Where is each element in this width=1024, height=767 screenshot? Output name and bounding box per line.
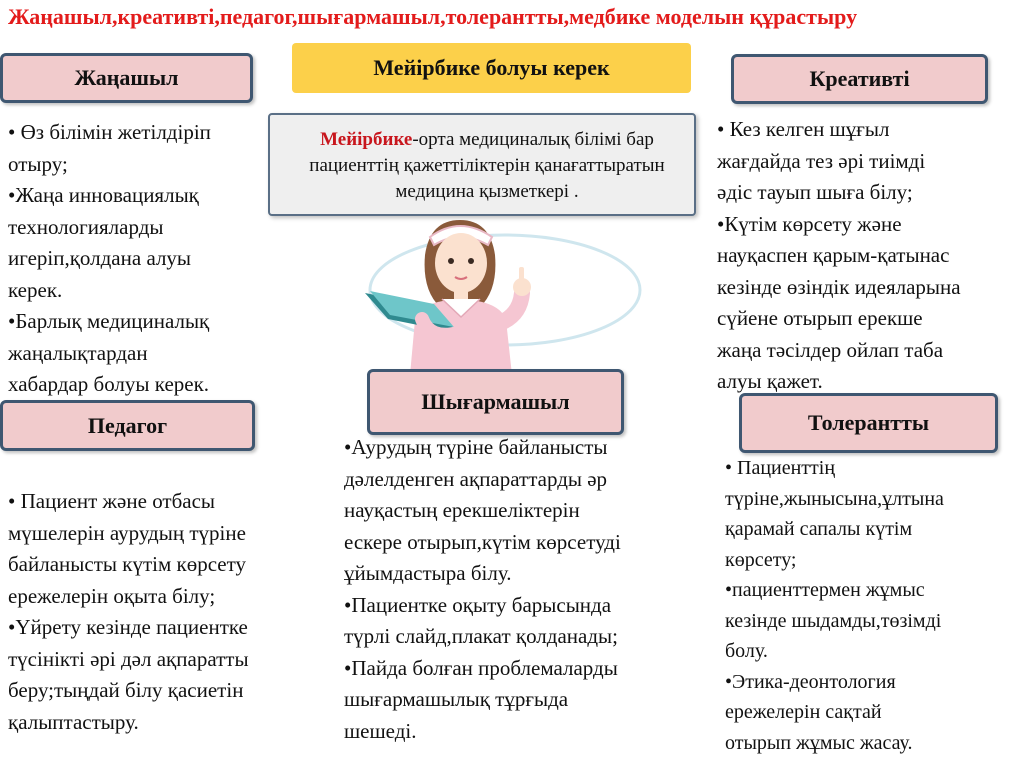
creative-maker-line: түрлі слайд,плакат қолданады; [344, 624, 618, 648]
creative-maker-line: ұйымдастыра білу. [344, 561, 512, 585]
innovator-line: технологияларды [8, 214, 164, 239]
page-title: Жаңашыл,креативті,педагог,шығармашыл,толерантты,медбике моделын құрастыру [8, 4, 858, 29]
pedagogue-text [8, 486, 318, 738]
creative-text [717, 114, 1022, 398]
nurse-face [435, 233, 487, 293]
pedagogue-line: түсінікті әрі дәл ақпаратты [8, 646, 249, 671]
tolerant-line: болу. [725, 640, 768, 662]
creative-maker-line: дәлелденген ақпараттарды әр [344, 466, 608, 491]
tolerant-line: кезінде шыдамды,төзімді [725, 609, 942, 632]
innovator-line: •Жаңа инновациялық [8, 183, 199, 207]
tolerant-line: қарамай сапалы күтім [725, 518, 913, 540]
label-creative: Креативті [731, 54, 988, 104]
creative-line: әдіс тауып шыға білу; [717, 180, 913, 204]
nurse-illustration [330, 215, 650, 375]
creative-line: жаңа тәсілдер ойлап таба [717, 337, 944, 362]
tolerant-line: • Пациенттің [725, 457, 836, 479]
innovator-line: • Өз білімін жетілдіріп [8, 120, 211, 144]
tolerant-line: ережелерін сақтай [725, 701, 882, 723]
tolerant-line: отырып жұмыс жасау. [725, 731, 913, 754]
label-creative-maker: Шығармашыл [367, 369, 624, 435]
creative-line: алуы қажет. [717, 369, 823, 393]
innovator-text [8, 117, 270, 401]
creative-maker-line: •Аурудың түріне байланысты [344, 435, 608, 459]
creative-line: • Кез келген шұғыл [717, 117, 890, 141]
definition-text: -орта медициналық білімі бар пациенттің қажеттіліктерін қанағаттыратын медицина қызметкері . [309, 129, 665, 202]
creative-maker-text [344, 432, 699, 747]
pedagogue-line: беру;тыңдай білу қасиетін [8, 678, 244, 702]
definition-box [268, 113, 696, 216]
innovator-line: жаңалықтардан [8, 340, 148, 365]
creative-maker-line: шығармашылық тұрғыда [344, 687, 569, 711]
pedagogue-line: байланысты күтім көрсету [8, 552, 247, 576]
label-pedagogue: Педагог [0, 400, 255, 451]
pedagogue-line: қалыптастыру. [8, 709, 139, 734]
center-heading: Мейірбике болуы керек [292, 43, 691, 93]
tolerant-line: түріне,жынысына,ұлтына [725, 487, 944, 510]
innovator-line: игеріп,қолдана алуы [8, 246, 192, 270]
pedagogue-line: •Үйрету кезінде пациентке [8, 615, 248, 639]
tolerant-line: •пациенттермен жұмыс [725, 579, 925, 601]
label-tolerant: Толерантты [739, 393, 998, 453]
creative-line: сүйене отырып ерекше [717, 306, 923, 330]
creative-maker-line: науқастың ерекшеліктерін [344, 498, 580, 522]
pedagogue-line: ережелерін оқыта білу; [8, 583, 216, 608]
tolerant-line: көрсету; [725, 548, 797, 571]
creative-line: науқаспен қарым-қатынас [717, 243, 950, 267]
innovator-line: керек. [8, 277, 63, 302]
pedagogue-line: мүшелерін аурудың түріне [8, 520, 246, 545]
creative-line: кезінде өзіндік идеяларына [717, 274, 961, 299]
creative-maker-line: ескере отырып,күтім көрсетуді [344, 529, 621, 554]
creative-maker-line: шешеді. [344, 718, 417, 743]
creative-line: •Күтім көрсету және [717, 211, 902, 236]
tolerant-text [725, 453, 1021, 758]
creative-maker-line: •Пайда болған проблемаларды [344, 655, 618, 680]
tolerant-line: •Этика-деонтология [725, 670, 896, 693]
creative-maker-line: •Пациентке оқыту барысында [344, 592, 612, 617]
innovator-line: отыру; [8, 151, 68, 176]
label-innovator: Жаңашыл [0, 53, 253, 103]
innovator-line: •Барлық медициналық [8, 309, 210, 333]
innovator-line: хабардар болуы керек. [8, 372, 210, 396]
creative-line: жағдайда тез әрі тиімді [717, 148, 926, 173]
definition-term: Мейірбике [320, 129, 413, 150]
pedagogue-line: • Пациент және отбасы [8, 489, 216, 513]
